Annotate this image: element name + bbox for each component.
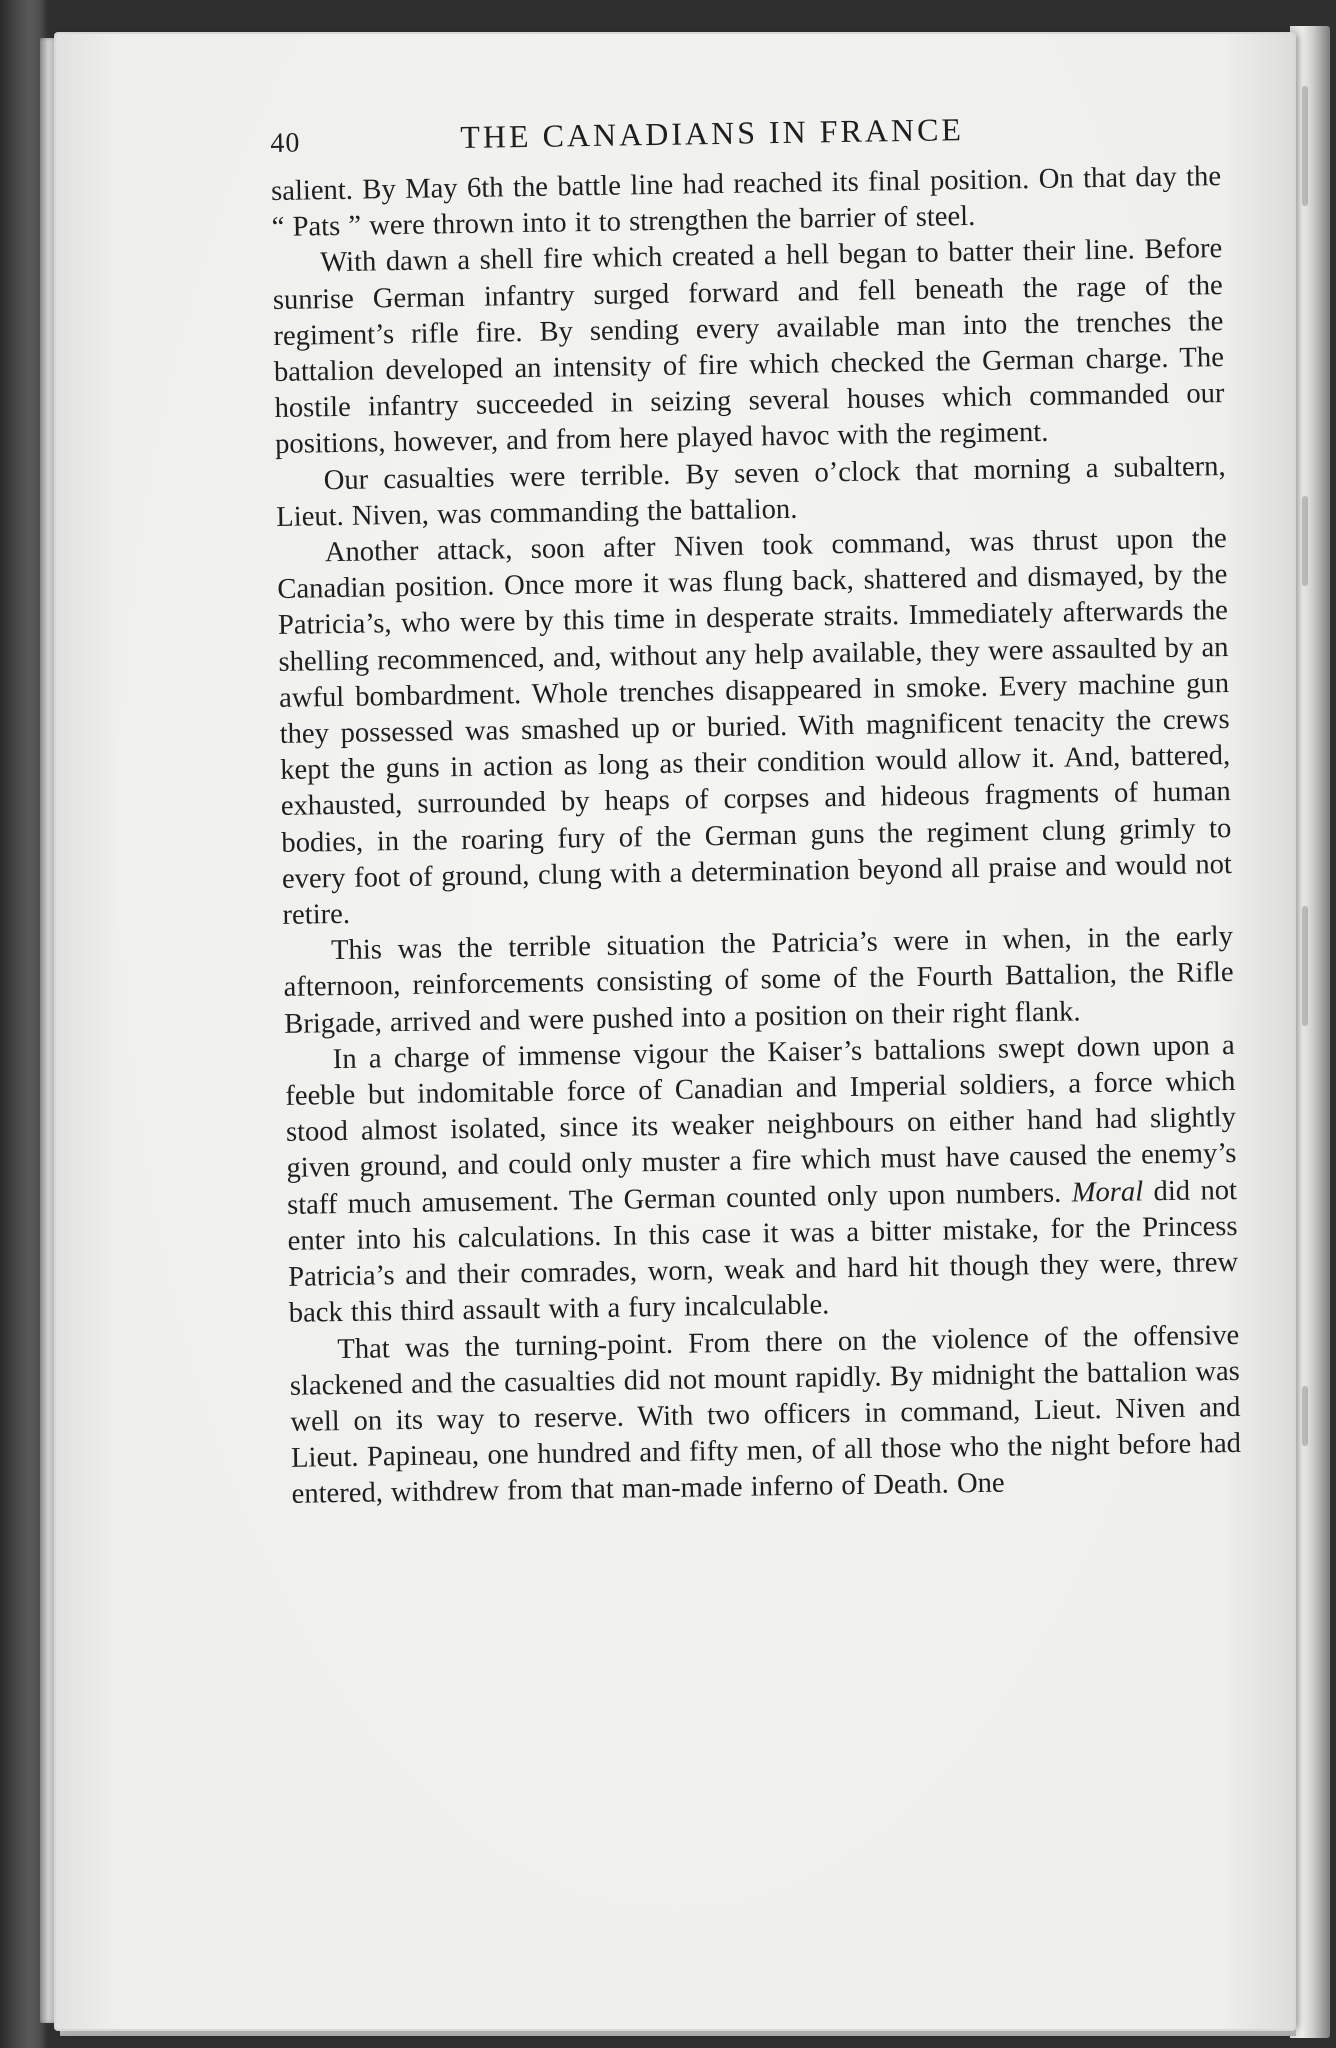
paragraph: salient. By May 6th the battle line had reached its final position. On that day the “ Pats ” were thrown into it to strengthen the barrier of steel. xyxy=(270,161,1222,244)
italic-word: Moral xyxy=(1071,1176,1144,1209)
paragraph-text: In a charge of immense vigour the Kaiser’s battalions swept down upon a feeble but indomitable force of Canadian and Imperial soldiers, a force which stood almost isolated, since its weaker neighbours on either hand had slightly given ground, and could only muster a fire which must have caused the enemy’s staff much amusement. The German counted only upon numbers. xyxy=(285,1029,1237,1221)
paragraph-text: did not enter into his calculations. In this case it was a bitter mistake, for the Princess Patricia’s and their comrades, worn, weak and hard hit though they were, threw back this third assault with a fury incalculable. xyxy=(287,1174,1239,1330)
book-title: THE CANADIANS IN FRANCE xyxy=(460,111,965,156)
paragraph: This was the terrible situation the Patricia’s were in when, in the early afternoon, reinforcements consisting of some of the Fourth Battalion, the Rifle Brigade, arrived and were pushed into a position on their right flank. xyxy=(283,921,1234,1040)
paragraph xyxy=(285,1028,1239,1333)
page-fold-mark xyxy=(1302,496,1308,586)
paragraph: Our casualties were terrible. By seven o’clock that morning a subaltern, Lieut. Niven, was commanding the battalion. xyxy=(276,450,1226,533)
page-number: 40 xyxy=(270,127,301,159)
page-edge-right xyxy=(1290,26,1330,2038)
page-fold-mark xyxy=(1302,1386,1308,1446)
paragraph: That was the turning-point. From there on the violence of the offensive slackened and the casualties did not mount rapidly. By midnight the battalion was well on its way to reserve. With two officers in command, Lieut. Niven and Lieut. Papineau, one hundred and fifty men, of all those who the night before had entered, withdrew from that man-made inferno of Death. One xyxy=(289,1319,1242,1511)
paragraph: Another attack, soon after Niven took command, was thrust upon the Canadian position. Once more it was flung back, shattered and dismayed, by the Patricia’s, who were by this time in desperate straits. Immediately afterwards the shelling recommenced, and, without any help available, they were assaulted by an awful bombardment. Whole trenches disappeared in smoke. Every machine gun they possessed was smashed up or buried. With magnificent tenacity the crews kept the guns in action as long as their condition would allow it. And, battered, exhausted, surrounded by heaps of corpses and hideous fragments of human bodies, in the roaring fury of the German guns the regiment clung grimly to every foot of ground, clung with a determination beyond all praise and would not retire. xyxy=(277,523,1233,931)
page-fold-mark xyxy=(1302,86,1308,206)
paragraph: With dawn a shell fire which created a hell began to batter their line. Before sunrise German infantry surged forward and fell beneath the rage of the regiment’s rifle fire. By sending every available man into the trenches the battalion developed an intensity of fire which checked the German charge. The hostile infantry succeeded in seizing several houses which commanded our positions, however, and from here played havoc with the regiment. xyxy=(272,233,1225,461)
page-fold-mark xyxy=(1302,906,1308,1026)
page-content xyxy=(270,103,1242,1513)
